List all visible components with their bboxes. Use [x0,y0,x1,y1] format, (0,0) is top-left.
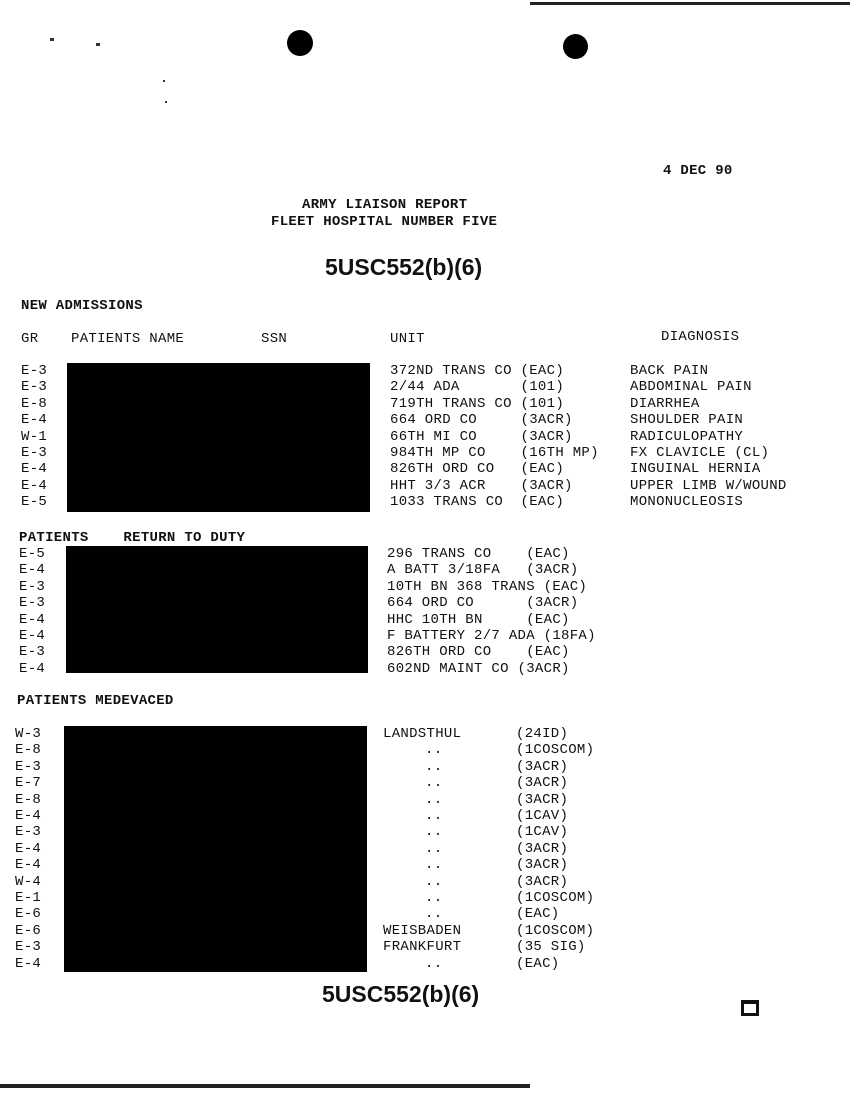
grade-cell: E-4 [19,562,46,579]
location-cell: FRANKFURT [383,939,462,956]
grade-cell: E-5 [21,494,48,511]
foia-exemption-stamp-top: 5USC552(b)(6) [325,254,483,280]
grade-cell: E-4 [15,808,42,825]
grade-cell: E-8 [21,395,48,412]
punch-hole-right [563,34,588,59]
unit-cell: (1COSCOM) [516,922,595,939]
grade-cell: W-1 [21,428,48,445]
admissions-unit-column [390,363,599,511]
grade-cell: E-3 [19,595,46,612]
medevac-unit-column [516,726,594,972]
grade-cell: E-4 [21,412,48,429]
unit-cell: (3ACR) [516,775,569,792]
report-date: 4 DEC 90 [663,163,733,179]
location-cell: .. [425,955,443,972]
unit-cell: 66TH MI CO (3ACR) [390,428,573,445]
scan-speck [163,80,165,82]
location-cell: .. [425,824,443,841]
location-cell: .. [425,857,443,874]
grade-cell: E-3 [15,939,42,956]
grade-cell: E-3 [15,824,42,841]
grade-cell: E-7 [15,775,42,792]
grade-cell: E-8 [15,791,42,808]
column-header-grade: GR [21,331,39,347]
location-cell: WEISBADEN [383,922,462,939]
admissions-heading: NEW ADMISSIONS [21,298,143,314]
grade-cell: E-5 [19,546,46,562]
location-cell: .. [425,873,443,890]
page-corner-box-mark [741,1000,759,1016]
unit-cell: 602ND MAINT CO (3ACR) [387,660,570,677]
unit-cell: (1CAV) [516,824,569,841]
grade-cell: E-4 [19,628,46,645]
location-cell: .. [425,775,443,792]
redaction-block-medevac [64,726,367,972]
scan-speck [50,38,54,41]
grade-cell: E-3 [19,578,46,595]
grade-cell: E-8 [15,742,42,759]
unit-cell: 2/44 ADA (101) [390,379,565,396]
location-cell: .. [425,758,443,775]
location-cell: .. [425,906,443,923]
diagnosis-cell: RADICULOPATHY [630,428,744,445]
unit-cell: (3ACR) [516,857,569,874]
unit-cell: (24ID) [516,726,569,742]
grade-cell: E-3 [15,758,42,775]
medevac-location-column [383,726,461,972]
unit-cell: (EAC) [516,906,560,923]
diagnosis-cell: DIARRHEA [630,395,700,412]
grade-cell: E-4 [19,611,46,628]
unit-cell: 826TH ORD CO (EAC) [387,644,570,661]
grade-cell: E-3 [21,379,48,396]
unit-cell: (1COSCOM) [516,742,595,759]
location-cell: .. [425,808,443,825]
unit-cell: 10TH BN 368 TRANS (EAC) [387,578,588,595]
diagnosis-cell: INGUINAL HERNIA [630,461,761,478]
column-header-ssn: SSN [261,331,288,347]
grade-cell: W-4 [15,873,42,890]
grade-cell: E-3 [21,363,48,379]
report-subtitle: FLEET HOSPITAL NUMBER FIVE [271,214,498,230]
location-cell: .. [425,840,443,857]
grade-cell: E-6 [15,906,42,923]
unit-cell: 296 TRANS CO (EAC) [387,546,570,562]
scan-edge-line-bottom [0,1084,530,1088]
location-cell: LANDSTHUL [383,726,462,742]
grade-cell: E-3 [21,445,48,462]
unit-cell: (3ACR) [516,840,569,857]
unit-cell: 719TH TRANS CO (101) [390,395,565,412]
column-header-name: PATIENTS NAME [71,331,185,347]
unit-cell: 984TH MP CO (16TH MP) [390,445,599,462]
diagnosis-cell: UPPER LIMB W/WOUND [630,477,787,494]
location-cell: .. [425,742,443,759]
unit-cell: (35 SIG) [516,939,586,956]
diagnosis-cell: SHOULDER PAIN [630,412,744,429]
foia-exemption-stamp-bottom: 5USC552(b)(6) [322,981,480,1007]
rtd-grade-column [19,546,45,677]
admissions-diagnosis-column [630,363,787,511]
scan-speck [96,43,100,46]
unit-cell: 826TH ORD CO (EAC) [390,461,565,478]
unit-cell: (3ACR) [516,791,569,808]
diagnosis-cell: FX CLAVICLE (CL) [630,445,770,462]
unit-cell: HHC 10TH BN (EAC) [387,611,570,628]
diagnosis-cell: MONONUCLEOSIS [630,494,744,511]
unit-cell: (3ACR) [516,758,569,775]
grade-cell: E-4 [21,461,48,478]
unit-cell: 664 ORD CO (3ACR) [387,595,579,612]
unit-cell: F BATTERY 2/7 ADA (18FA) [387,628,596,645]
report-title: ARMY LIAISON REPORT [302,197,468,213]
grade-cell: E-6 [15,922,42,939]
location-cell: .. [425,791,443,808]
punch-hole-left [287,30,313,56]
unit-cell: (1CAV) [516,808,569,825]
diagnosis-cell: ABDOMINAL PAIN [630,379,752,396]
unit-cell: (EAC) [516,955,560,972]
column-header-diagnosis: DIAGNOSIS [661,329,740,345]
unit-cell: (3ACR) [516,873,569,890]
grade-cell: E-4 [19,660,46,677]
unit-cell: A BATT 3/18FA (3ACR) [387,562,579,579]
unit-cell: 1033 TRANS CO (EAC) [390,494,565,511]
unit-cell: (1COSCOM) [516,890,595,907]
admissions-grade-column [21,363,47,511]
redaction-block-admissions [67,363,370,512]
scan-edge-line-top [530,2,850,5]
grade-cell: E-4 [15,955,42,972]
unit-cell: 372ND TRANS CO (EAC) [390,363,565,379]
location-cell: .. [425,890,443,907]
rtd-heading: PATIENTS RETURN TO DUTY [19,530,246,546]
grade-cell: E-4 [15,840,42,857]
grade-cell: W-3 [15,726,42,742]
grade-cell: E-3 [19,644,46,661]
medevac-heading: PATIENTS MEDEVACED [17,693,174,709]
unit-cell: HHT 3/3 ACR (3ACR) [390,477,573,494]
column-header-unit: UNIT [390,331,425,347]
diagnosis-cell: BACK PAIN [630,363,709,379]
grade-cell: E-1 [15,890,42,907]
redaction-block-rtd [66,546,368,673]
grade-cell: E-4 [21,477,48,494]
rtd-unit-column [387,546,596,677]
scan-speck [165,101,167,103]
medevac-grade-column [15,726,41,972]
unit-cell: 664 ORD CO (3ACR) [390,412,573,429]
grade-cell: E-4 [15,857,42,874]
